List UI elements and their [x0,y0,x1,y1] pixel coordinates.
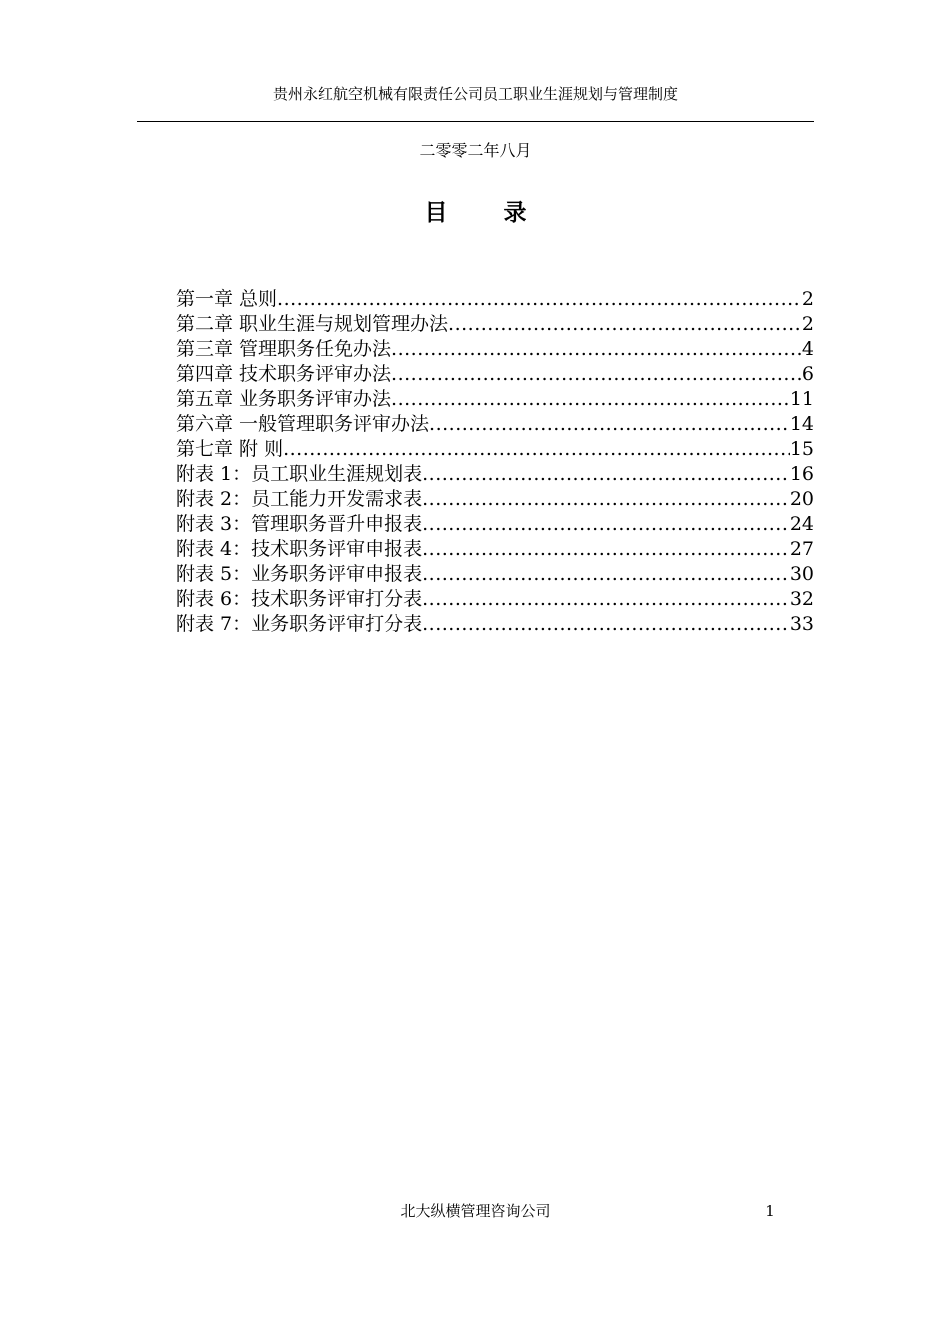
table-of-contents [176,287,814,637]
toc-entry-label: 第二章 职业生涯与规划管理办法 [176,313,449,335]
toc-entry-page: 27 [789,538,814,560]
toc-entry-label: 附表 1：员工职业生涯规划表 [176,463,423,485]
toc-entry[interactable] [176,337,814,362]
toc-entry-page: 24 [789,513,814,535]
toc-entry-page: 16 [789,463,814,485]
toc-entry-label: 第五章 业务职务评审办法 [176,388,392,410]
toc-entry[interactable] [176,612,814,637]
toc-entry-label: 附表 7：业务职务评审打分表 [176,613,423,635]
footer-page-number: 1 [765,1202,775,1220]
toc-entry-label: 附表 4：技术职务评审申报表 [176,538,423,560]
toc-leader-dots [448,312,802,337]
toc-leader-dots [422,587,790,612]
toc-leader-dots [422,462,790,487]
toc-entry-label: 第三章 管理职务任免办法 [176,338,392,360]
toc-entry[interactable] [176,487,814,512]
toc-entry-page: 2 [801,313,814,335]
toc-entry-label: 附表 6：技术职务评审打分表 [176,588,423,610]
toc-entry[interactable] [176,312,814,337]
toc-leader-dots [422,612,790,637]
toc-title: 目 录 [424,199,551,226]
toc-entry-page: 11 [789,388,814,410]
toc-entry-label: 第六章 一般管理职务评审办法 [176,413,430,435]
footer-company: 北大纵横管理咨询公司 [400,1202,551,1220]
toc-entry-label: 附表 3：管理职务晋升申报表 [176,513,423,535]
toc-entry-page: 20 [789,488,814,510]
toc-leader-dots [277,287,802,312]
toc-entry-label: 附表 2：员工能力开发需求表 [176,488,423,510]
toc-entry-label: 第四章 技术职务评审办法 [176,363,392,385]
toc-leader-dots [283,437,790,462]
toc-entry-page: 33 [789,613,814,635]
toc-leader-dots [391,337,802,362]
toc-entry-label: 第七章 附 则 [176,438,284,460]
toc-entry[interactable] [176,437,814,462]
toc-leader-dots [422,562,790,587]
toc-entry[interactable] [176,387,814,412]
toc-leader-dots [422,512,790,537]
toc-entry[interactable] [176,512,814,537]
toc-entry[interactable] [176,562,814,587]
toc-entry-label: 第一章 总则 [176,288,278,310]
document-date: 二零零二年八月 [419,141,532,160]
toc-entry-page: 14 [789,413,814,435]
toc-entry-page: 15 [789,438,814,460]
toc-entry-page: 2 [801,288,814,310]
toc-leader-dots [391,362,802,387]
toc-leader-dots [429,412,790,437]
running-header: 贵州永红航空机械有限责任公司员工职业生涯规划与管理制度 [272,85,678,103]
toc-leader-dots [422,487,790,512]
toc-entry[interactable] [176,412,814,437]
toc-entry[interactable] [176,587,814,612]
toc-leader-dots [422,537,790,562]
toc-entry-page: 30 [789,563,814,585]
toc-entry-page: 32 [789,588,814,610]
toc-entry-page: 4 [801,338,814,360]
header-rule [137,121,814,122]
toc-entry[interactable] [176,537,814,562]
toc-entry[interactable] [176,362,814,387]
toc-entry[interactable] [176,287,814,312]
toc-entry-page: 6 [801,363,814,385]
toc-entry[interactable] [176,462,814,487]
toc-entry-label: 附表 5：业务职务评审申报表 [176,563,423,585]
toc-leader-dots [391,387,790,412]
